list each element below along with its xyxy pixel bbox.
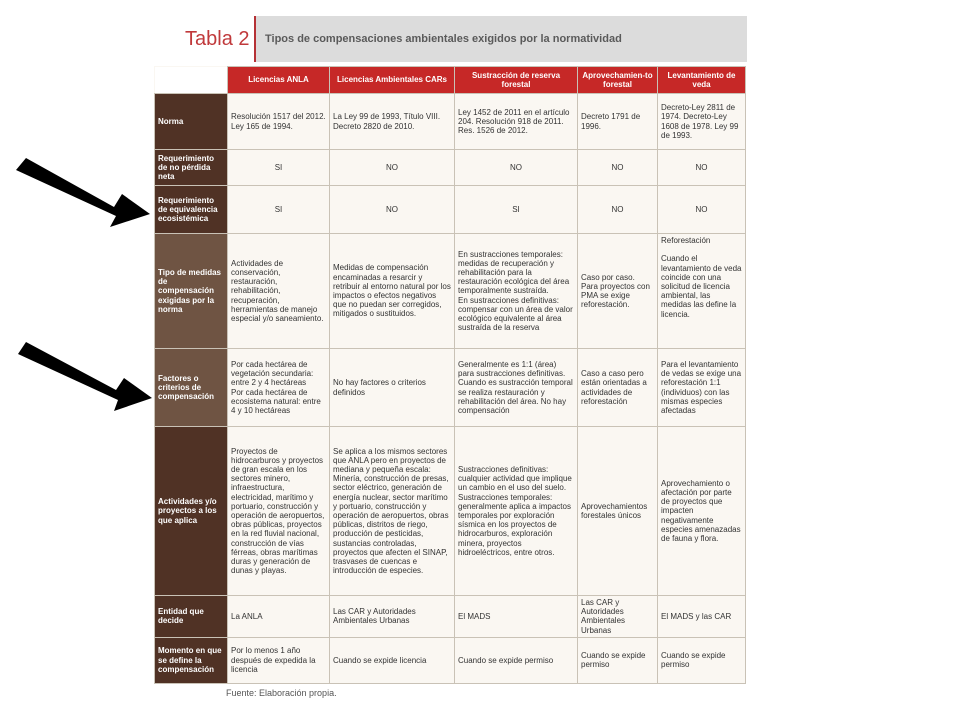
table-cell: Por lo menos 1 año después de expedida la licencia <box>228 637 330 683</box>
table-cell: Actividades de conservación, restauración, rehabilitación, recuperación, herramientas de manejo especial y/o saneamiento. <box>228 234 330 349</box>
table-cell: Decreto-Ley 2811 de 1974. Decreto-Ley 1608 de 1978. Ley 99 de 1993. <box>658 94 746 150</box>
table-cell: El MADS y las CAR <box>658 596 746 638</box>
table-cell: Para el levantamiento de vedas se exige una reforestación 1:1 (individuos) con las mismas especies afectadas <box>658 349 746 427</box>
row-header-tipo-medidas: Tipo de medidas de compensación exigidas por la norma <box>155 234 228 349</box>
table-cell: NO <box>455 150 578 186</box>
row-header-actividades-proyectos: Actividades y/o proyectos a los que aplica <box>155 427 228 596</box>
table-cell: SI <box>228 186 330 234</box>
table-row <box>155 349 746 427</box>
col-header-sustraccion-reserva: Sustracción de reserva forestal <box>455 67 578 94</box>
table-cell: Ley 1452 de 2011 en el artículo 204. Resolución 918 de 2011. Res. 1526 de 2012. <box>455 94 578 150</box>
row-header-equivalencia-ecosistemica: Requerimiento de equivalencia ecosistémica <box>155 186 228 234</box>
table-corner <box>155 67 228 94</box>
table-cell: Cuando se expide permiso <box>658 637 746 683</box>
table-cell: NO <box>658 150 746 186</box>
table-cell: Resolución 1517 del 2012. Ley 165 de 1994. <box>228 94 330 150</box>
table-cell: NO <box>330 150 455 186</box>
table-row <box>155 427 746 596</box>
table-row <box>155 150 746 186</box>
col-header-licencias-anla: Licencias ANLA <box>228 67 330 94</box>
table-cell: En sustracciones temporales: medidas de recuperación y rehabilitación para la restauración ecológica del área temporalmente sustraída. En sustracciones definitivas: compensar con un área de valor ecológico equivalente al área sustraída de la reserva <box>455 234 578 349</box>
table-cell: Sustracciones definitivas: cualquier actividad que implique un cambio en el uso del suelo. Sustracciones temporales: generalmente aplica a impactos temporales por exploración sísmica en los proyectos de hidrocarburos, exploración minera, proyectos hidroeléctricos, entre otros. <box>455 427 578 596</box>
row-header-momento-define: Momento en que se define la compensación <box>155 637 228 683</box>
table-cell: SI <box>228 150 330 186</box>
table-header-row <box>155 67 746 94</box>
table-cell: Cuando se expide licencia <box>330 637 455 683</box>
table-row <box>155 234 746 349</box>
col-header-licencias-cars: Licencias Ambientales CARs <box>330 67 455 94</box>
table-cell: Caso a caso pero están orientadas a actividades de reforestación <box>578 349 658 427</box>
col-header-aprovechamiento-forestal: Aprovechamien-to forestal <box>578 67 658 94</box>
col-header-levantamiento-veda: Levantamiento de veda <box>658 67 746 94</box>
row-header-entidad-decide: Entidad que decide <box>155 596 228 638</box>
table-source-note: Fuente: Elaboración propia. <box>226 688 337 698</box>
table-cell: Por cada hectárea de vegetación secundaria: entre 2 y 4 hectáreas Por cada hectárea de ecosistema natural: entre 4 y 10 hectáreas <box>228 349 330 427</box>
table-cell: Caso por caso. Para proyectos con PMA se exige reforestación. <box>578 234 658 349</box>
table-cell: Aprovechamientos forestales únicos <box>578 427 658 596</box>
table-cell: No hay factores o criterios definidos <box>330 349 455 427</box>
table-cell: Medidas de compensación encaminadas a resarcir y retribuir al entorno natural por los impactos o efectos negativos que no puedan ser corregidos, mitigados o sustituidos. <box>330 234 455 349</box>
table-cell: Se aplica a los mismos sectores que ANLA pero en proyectos de mediana y pequeña escala: Minería, construcción de presas, sector eléctrico, generación de energía nuclear, sector marítimo y portuario, construcción y operación de aeropuertos, obras públicas, distritos de riego, producción de pesticidas, sustancias controladas, proyectos que afecten el SINAP, trasvases de cuencas e introducción de especies. <box>330 427 455 596</box>
table-cell: NO <box>578 150 658 186</box>
table-cell: La Ley 99 de 1993, Título VIII. Decreto 2820 de 2010. <box>330 94 455 150</box>
table-row <box>155 596 746 638</box>
table-cell: Proyectos de hidrocarburos y proyectos de gran escala en los sectores minero, infraestructura, electricidad, marítimo y portuario, construcción y operación de aeropuertos, obras públicas, proyectos en la red fluvial nacional, construcción de vías férreas, obras marítimas duras y generación de dunas y playas. <box>228 427 330 596</box>
arrow-pointer-icon <box>12 338 157 416</box>
table-cell: NO <box>578 186 658 234</box>
table-cell: NO <box>658 186 746 234</box>
table-cell: Reforestación Cuando el levantamiento de veda coincide con una solicitud de licencia ambiental, las medidas las define la licencia. <box>658 234 746 349</box>
table-cell: Cuando se expide permiso <box>578 637 658 683</box>
table-cell: Generalmente es 1:1 (área) para sustracciones definitivas. Cuando es sustracción temporal se realiza restauración y rehabilitación del área. No hay compensación <box>455 349 578 427</box>
arrow-pointer-icon <box>8 152 158 232</box>
table-title <box>177 16 747 62</box>
table-row <box>155 637 746 683</box>
row-header-no-perdida-neta: Requerimiento de no pérdida neta <box>155 150 228 186</box>
table-number: Tabla 2 <box>177 16 255 62</box>
table-caption: Tipos de compensaciones ambientales exigidos por la normatividad <box>254 16 747 62</box>
table-row <box>155 94 746 150</box>
table-cell: Las CAR y Autoridades Ambientales Urbanas <box>330 596 455 638</box>
table-cell: El MADS <box>455 596 578 638</box>
table-cell: SI <box>455 186 578 234</box>
table-cell: La ANLA <box>228 596 330 638</box>
row-header-factores-compensacion: Factores o criterios de compensación <box>155 349 228 427</box>
table-cell: Las CAR y Autoridades Ambientales Urbanas <box>578 596 658 638</box>
compensation-table <box>154 66 746 684</box>
table-cell: Cuando se expide permiso <box>455 637 578 683</box>
row-header-norma: Norma <box>155 94 228 150</box>
table-cell: NO <box>330 186 455 234</box>
table-cell: Aprovechamiento o afectación por parte de proyectos que impacten negativamente especies amenazadas de fauna y flora. <box>658 427 746 596</box>
table-row <box>155 186 746 234</box>
table-cell: Decreto 1791 de 1996. <box>578 94 658 150</box>
